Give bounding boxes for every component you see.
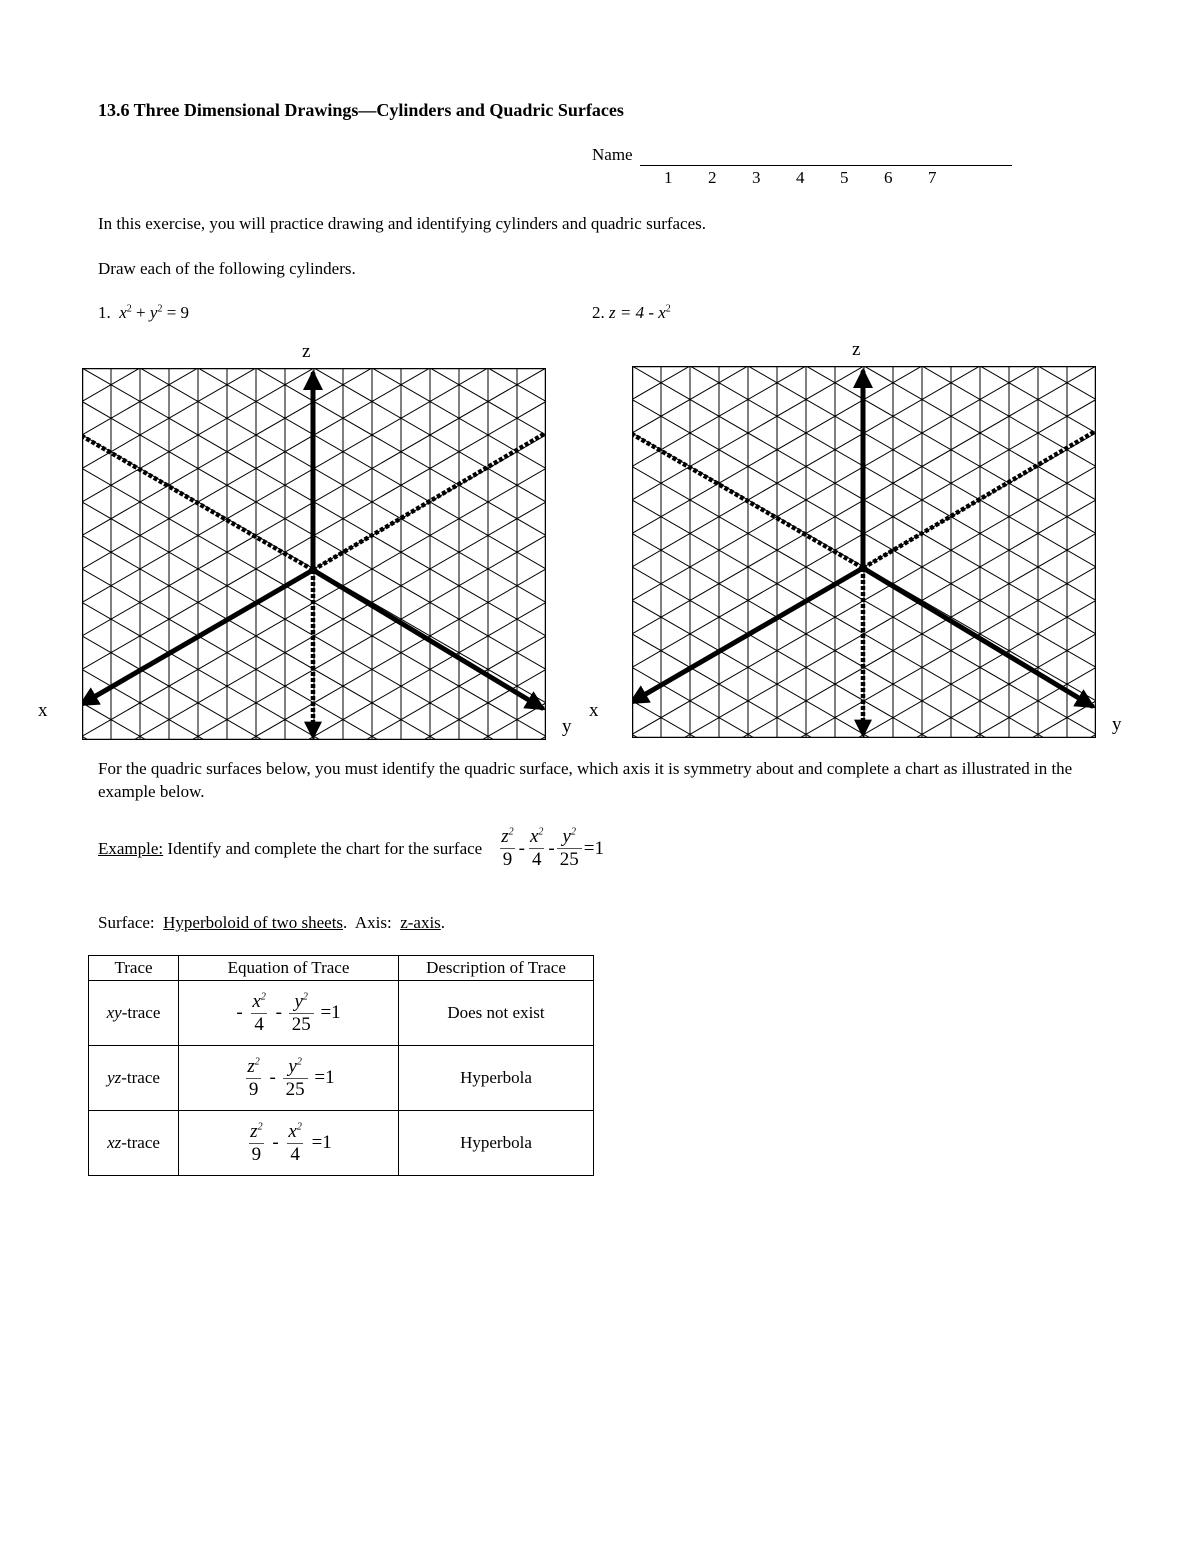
page-title: 13.6 Three Dimensional Drawings—Cylinders and Quadric Surfaces — [98, 100, 624, 120]
trace-equation: $\frac{z^2}{9}$ - $\frac{x^2}{4}$ =1 — [179, 1111, 399, 1176]
example-label: Example: — [98, 838, 164, 858]
score-number: 1 — [664, 168, 673, 187]
name-field-line[interactable] — [640, 165, 1012, 166]
score-numbers — [664, 168, 972, 188]
score-number: 3 — [752, 168, 761, 187]
example-text: Identify and complete the chart for the surface — [167, 838, 483, 858]
x-axis-label: x — [589, 700, 599, 721]
x-axis-label: x — [38, 700, 48, 721]
trace-equation: $\frac{z^2}{9}$ - $\frac{y^2}{25}$ =1 — [179, 1046, 399, 1111]
isometric-grid-1[interactable] — [82, 368, 546, 740]
y-axis-label: y — [1112, 714, 1122, 735]
problem-2: 2. $z = 4 - x^2$ — [592, 303, 671, 322]
trace-name: yz-trace — [89, 1046, 179, 1111]
quadric-instructions: For the quadric surfaces below, you must identify the quadric surface, which axis it is symmetry about and complete a chart as illustrated in the example below. — [98, 759, 1073, 801]
isometric-grid-2[interactable] — [632, 366, 1096, 738]
score-number: 2 — [708, 168, 717, 187]
trace-table — [88, 955, 594, 1176]
example-line — [98, 826, 604, 871]
axis-value: z-axis — [400, 913, 441, 932]
trace-name: xy-trace — [89, 981, 179, 1046]
table-row — [89, 1046, 594, 1111]
problem-1: 1. $x^2 + y^2 = 9$ — [98, 303, 190, 322]
trace-equation: - $\frac{x^2}{4}$ - $\frac{y^2}{25}$ =1 — [179, 981, 399, 1046]
surface-value: Hyperboloid of two sheets — [163, 913, 344, 932]
y-axis-label: y — [562, 716, 572, 737]
z-axis-label: z — [302, 341, 311, 362]
trace-description: Hyperbola — [399, 1111, 594, 1176]
score-number: 7 — [928, 168, 937, 187]
table-header: Equation of Trace — [179, 956, 399, 981]
score-number: 5 — [840, 168, 849, 187]
intro-text: In this exercise, you will practice drawing and identifying cylinders and quadric surfaces. — [98, 214, 707, 233]
score-number: 6 — [884, 168, 893, 187]
trace-description: Hyperbola — [399, 1046, 594, 1111]
table-row — [89, 1111, 594, 1176]
score-number: 4 — [796, 168, 805, 187]
table-header: Trace — [89, 956, 179, 981]
table-header-row — [89, 956, 594, 981]
table-row — [89, 981, 594, 1046]
surface-line: Surface: Hyperboloid of two sheets. Axis: z-axis. — [98, 913, 446, 932]
example-equation: $\frac{z^2}{9}$ - $\frac{x^2}{4}$ - $\frac{y^2}{25}$ =1 — [501, 826, 604, 870]
trace-name: xz-trace — [89, 1111, 179, 1176]
table-header: Description of Trace — [399, 956, 594, 981]
trace-description: Does not exist — [399, 981, 594, 1046]
name-label: Name — [592, 145, 633, 164]
z-axis-label: z — [852, 339, 861, 360]
cylinders-heading: Draw each of the following cylinders. — [98, 259, 356, 278]
